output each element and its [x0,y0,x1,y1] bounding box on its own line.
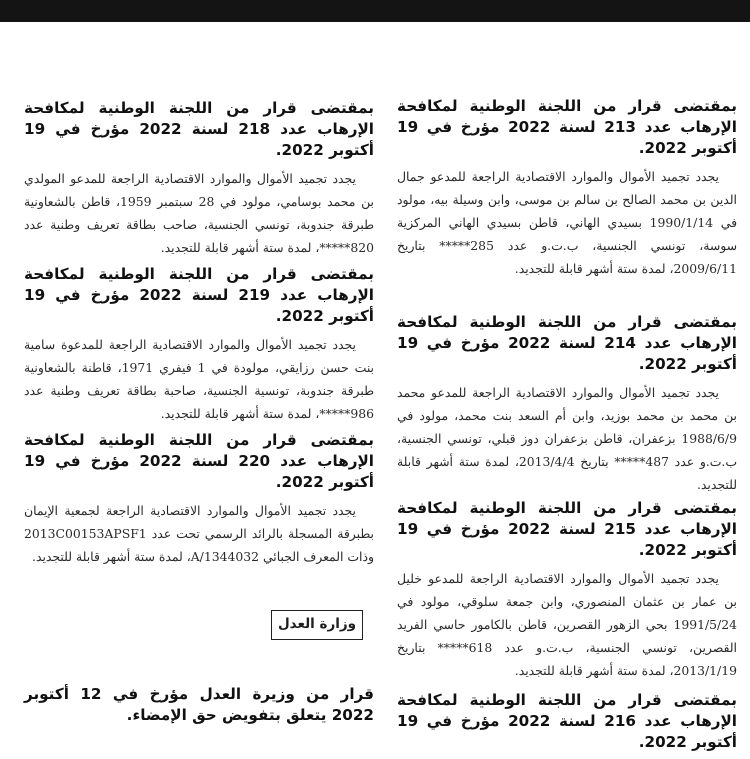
decree-214 [397,312,737,496]
decree-body: يجدد تجميد الأموال والموارد الاقتصادية الراجعة للمدعو جمال الدين بن محمد الصالح بن سالم بن موسى، وابن وسيلة بيه، مولود في 1990/1/14 بسيدي الهاني، قاطن بسيدي الهاني المركزية سوسة، تونسي الجنسية، ب.ت.و عدد 285***** بتاريخ 2009/6/11، لمدة ستة أشهر قابلة للتجديد. [397,169,737,276]
decree-219 [24,264,374,425]
top-dark-bar [0,0,750,22]
decree-216 [397,690,737,759]
decree-title: بمقتضى قرار من اللجنة الوطنية لمكافحة الإرهاب عدد 219 لسنة 2022 مؤرخ في 19 أكتوبر 2022. [24,265,374,325]
decree-title: بمقتضى قرار من اللجنة الوطنية لمكافحة الإرهاب عدد 214 لسنة 2022 مؤرخ في 19 أكتوبر 2022. [397,313,737,373]
decree-220 [24,430,374,568]
decree-body: يجدد تجميد الأموال والموارد الاقتصادية الراجعة للمدعو خليل بن عمار بن عثمان المنصوري، وابن جمعة سلوقي، مولود في 1991/5/24 بحي الزهور القصرين، قاطن بالكامور حاسي الفريد القصرين، تونسي الجنسية، ب.ت.و عدد 618***** بتاريخ 2013/1/19، لمدة ستة أشهر قابلة للتجديد. [397,571,737,678]
decree-213 [397,96,737,280]
decree-title: بمقتضى قرار من اللجنة الوطنية لمكافحة الإرهاب عدد 215 لسنة 2022 مؤرخ في 19 أكتوبر 2022. [397,499,737,559]
decree-218 [24,98,374,259]
decree-title: بمقتضى قرار من اللجنة الوطنية لمكافحة الإرهاب عدد 213 لسنة 2022 مؤرخ في 19 أكتوبر 2022. [397,97,737,157]
ministry-heading-box: وزارة العدل [271,610,363,640]
decree-title: بمقتضى قرار من اللجنة الوطنية لمكافحة الإرهاب عدد 216 لسنة 2022 مؤرخ في 19 أكتوبر 2022. [397,691,737,751]
decree-body: يجدد تجميد الأموال والموارد الاقتصادية الراجعة للمدعوة سامية بنت حسن رزايقي، مولودة في 1 فيفري 1971، قاطنة بالشعاونية طبرقة جندوبة، تونسية الجنسية، صاحبة بطاقة تعريف وطنية عدد 986*****، لمدة ستة أشهر قابلة للتجديد. [24,337,375,421]
decree-title: قرار من وزيرة العدل مؤرخ في 12 أكتوبر 2022 يتعلق بتفويض حق الإمضاء. [24,685,374,724]
decree-title: بمقتضى قرار من اللجنة الوطنية لمكافحة الإرهاب عدد 220 لسنة 2022 مؤرخ في 19 أكتوبر 2022. [24,431,374,491]
decree-justice-ministry [24,684,374,732]
decree-215 [397,498,737,682]
decree-title: بمقتضى قرار من اللجنة الوطنية لمكافحة الإرهاب عدد 218 لسنة 2022 مؤرخ في 19 أكتوبر 2022. [24,99,374,159]
decree-body: يجدد تجميد الأموال والموارد الاقتصادية الراجعة لجمعية الإيمان بطبرقة المسجلة بالرائد الرسمي تحت عدد 2013C00153APSF1 وذات المعرف الجبائي A/1344032، لمدة ستة أشهر قابلة للتجديد. [24,503,374,564]
decree-body: يجدد تجميد الأموال والموارد الاقتصادية الراجعة للمدعو محمد بن محمد بن محمد بوزيد، وابن أم السعد بنت محمد، مولود في 1988/6/9 بزعفران، قاطن بزعفران دوز قبلي، تونسي الجنسية، ب.ت.و عدد 487***** بتاريخ 2013/4/4، لمدة ستة أشهر قابلة للتجديد. [397,385,738,492]
decree-body: يجدد تجميد الأموال والموارد الاقتصادية الراجعة للمدعو المولدي بن محمد بوسامي، مولود في 28 سبتمبر 1959، قاطن بالشعاونية طبرقة جندوبة، تونسي الجنسية، صاحب بطاقة تعريف وطنية عدد 820*****، لمدة ستة أشهر قابلة للتجديد. [24,171,374,255]
